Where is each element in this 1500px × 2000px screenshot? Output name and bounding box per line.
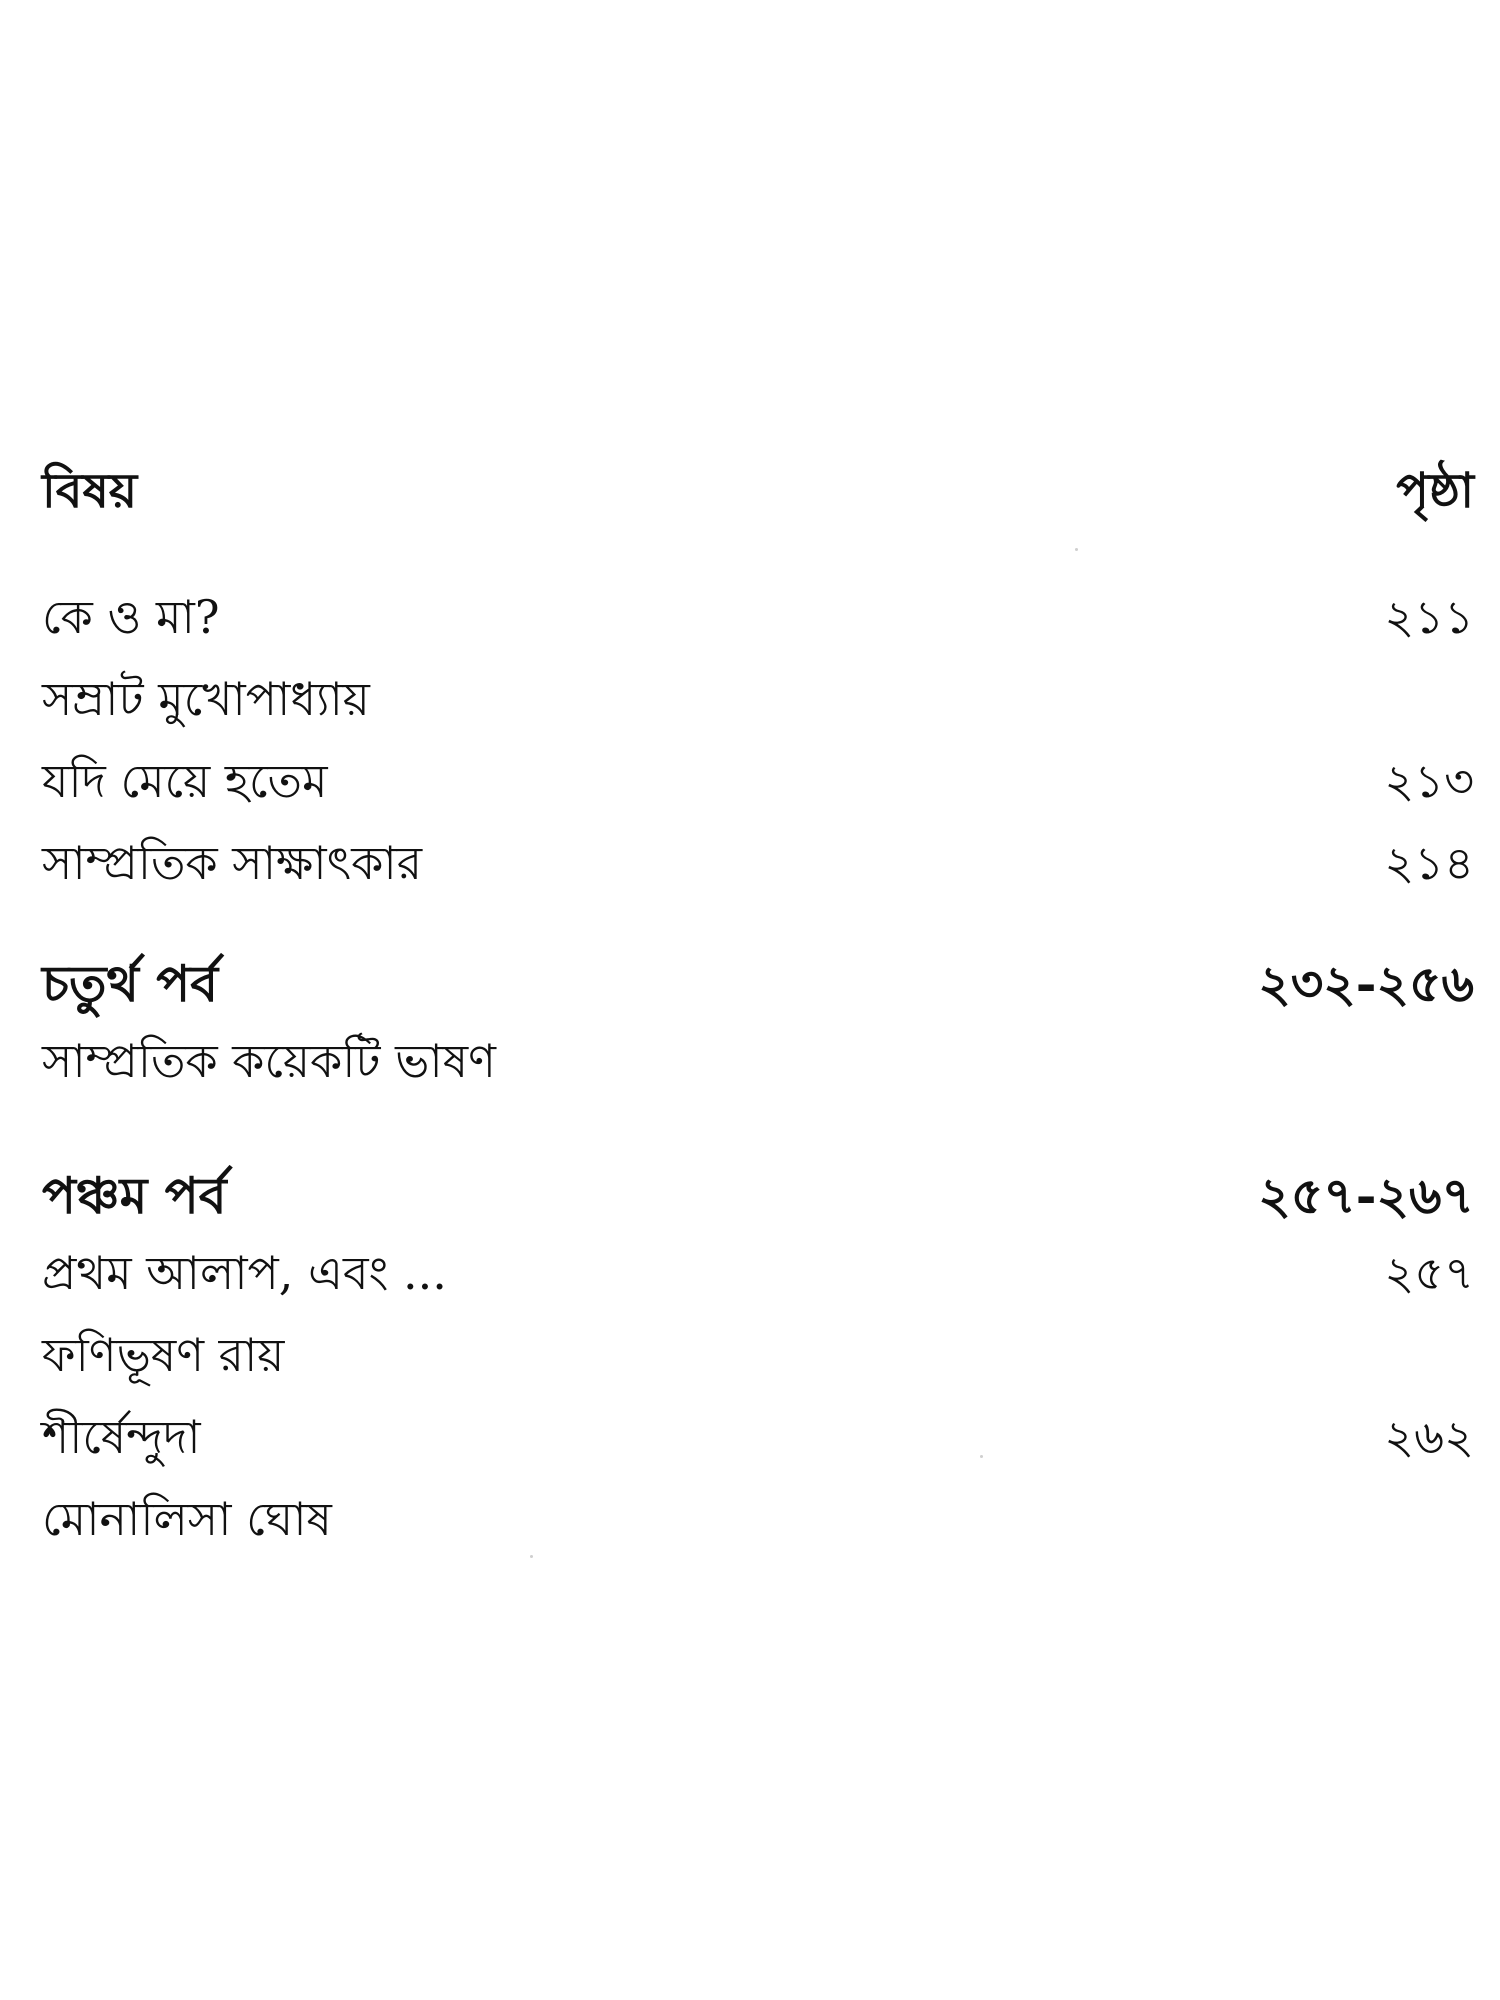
entry-title: প্রথম আলাপ, এবং ... xyxy=(42,1246,447,1300)
section-spacer xyxy=(42,1109,1474,1159)
entry-page: ২৫৭ xyxy=(1384,1246,1474,1300)
entry-page: ২১৪ xyxy=(1384,836,1474,890)
toc-entry xyxy=(42,583,1474,665)
section-title: চতুর্থ পর্ব xyxy=(42,954,219,1013)
entry-title: কে ও মা? xyxy=(42,590,220,644)
toc-header xyxy=(42,455,1474,535)
section-heading-5 xyxy=(42,1159,1474,1239)
toc-entry xyxy=(42,1027,1474,1109)
entry-title: শীর্ষেন্দুদা xyxy=(42,1410,201,1464)
table-of-contents xyxy=(42,455,1474,1567)
entry-page: ২৬২ xyxy=(1384,1410,1474,1464)
toc-entry xyxy=(42,829,1474,911)
toc-entry xyxy=(42,1239,1474,1321)
section-spacer xyxy=(42,911,1474,947)
entry-title: মোনালিসা ঘোষ xyxy=(42,1492,332,1546)
entry-title: যদি মেয়ে হতেম xyxy=(42,754,328,808)
section-page-range: ২৩২-২৫৬ xyxy=(1258,954,1474,1013)
entry-title: সাম্প্রতিক কয়েকটি ভাষণ xyxy=(42,1034,496,1088)
toc-entry xyxy=(42,665,1474,747)
toc-entry xyxy=(42,747,1474,829)
entry-page: ২১৩ xyxy=(1384,754,1474,808)
subject-column-label: বিষয় xyxy=(42,463,138,519)
entry-title: সম্রাট মুখোপাধ্যায় xyxy=(42,672,370,726)
toc-entry xyxy=(42,1321,1474,1403)
section-heading-4 xyxy=(42,947,1474,1027)
toc-entry xyxy=(42,1403,1474,1485)
section-title: পঞ্চম পর্ব xyxy=(42,1166,227,1225)
page-column-label: পৃষ্ঠা xyxy=(1396,463,1474,519)
entry-title: ফণিভূষণ রায় xyxy=(42,1328,285,1382)
entry-title: সাম্প্রতিক সাক্ষাৎকার xyxy=(42,836,423,890)
entry-page: ২১১ xyxy=(1384,590,1474,644)
section-page-range: ২৫৭-২৬৭ xyxy=(1258,1166,1474,1225)
toc-entry xyxy=(42,1485,1474,1567)
